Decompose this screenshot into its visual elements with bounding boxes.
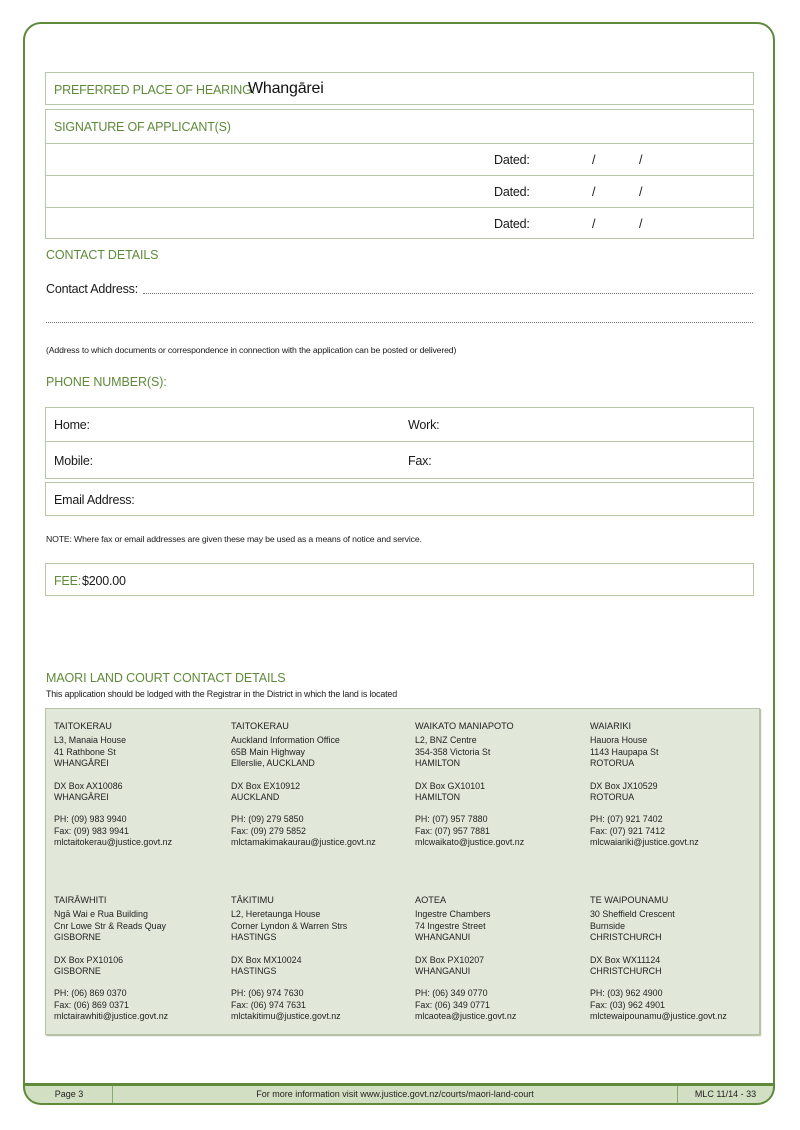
office-address: Auckland Information Office (231, 735, 340, 746)
office-address: Ngā Wai e Rua Building (54, 909, 148, 920)
form-code: MLC 11/14 - 33 (694, 1089, 757, 1099)
mobile-phone-field[interactable]: Mobile: (54, 454, 93, 468)
office-address: Corner Lyndon & Warren Strs (231, 920, 348, 931)
office-email-link[interactable]: mlcwaikato@justice.govt.nz (415, 837, 525, 848)
office-name: AOTEA (415, 895, 447, 905)
office-address: L2, Heretaunga House (231, 909, 321, 920)
signature-header-row (46, 110, 753, 143)
court-offices-panel (45, 708, 760, 1035)
office-card (231, 895, 347, 1023)
office-dx: HAMILTON (415, 792, 461, 803)
office-address: Burnside (590, 920, 626, 931)
office-address: Hauora House (590, 735, 648, 746)
office-name: TAIRĀWHITI (54, 895, 107, 905)
office-dx: DX Box JX10529 (590, 780, 658, 791)
office-name: TE WAIPOUNAMU (590, 895, 669, 905)
dated-label: Dated: (494, 185, 530, 199)
contact-address-label: Contact Address: (46, 282, 138, 296)
office-address: WHANGĀREI (54, 758, 109, 769)
hearing-value[interactable]: Whangārei (248, 80, 324, 97)
office-fax: Fax: (06) 974 7631 (231, 999, 306, 1010)
work-phone-field[interactable]: Work: (408, 418, 440, 432)
office-fax: Fax: (07) 957 7881 (415, 825, 490, 836)
home-phone-field[interactable]: Home: (54, 418, 90, 432)
footer-info-link[interactable]: For more information visit www.justice.govt.nz/courts/maori-land-court (256, 1089, 534, 1099)
office-email-link[interactable]: mlcaotea@justice.govt.nz (415, 1011, 517, 1022)
office-email-link[interactable]: mlctamakimakaurau@justice.govt.nz (231, 837, 376, 848)
office-dx: DX Box MX10024 (231, 954, 302, 965)
signature-title: SIGNATURE OF APPLICANT(S) (54, 120, 231, 134)
date-separator: / (592, 185, 596, 199)
office-dx: DX Box PX10207 (415, 954, 485, 965)
office-phone: PH: (07) 921 7402 (590, 814, 663, 825)
date-separator: / (592, 217, 596, 231)
office-fax: Fax: (06) 869 0371 (54, 999, 129, 1010)
office-address: WHANGANUI (415, 932, 471, 943)
email-box (45, 482, 754, 516)
office-address: 41 Rathbone St (54, 746, 116, 757)
phone-table (45, 407, 754, 479)
office-email-link[interactable]: mlcwaiariki@justice.govt.nz (590, 837, 699, 848)
office-dx: DX Box GX10101 (415, 780, 486, 791)
office-phone: PH: (09) 983 9940 (54, 814, 127, 825)
office-name: WAIKATO MANIAPOTO (415, 721, 514, 731)
hearing-box (45, 72, 754, 105)
office-name: WAIARIKI (590, 721, 632, 731)
phone-row (46, 408, 753, 441)
contact-title: CONTACT DETAILS (46, 248, 159, 262)
office-dx: DX Box EX10912 (231, 780, 301, 791)
dated-label: Dated: (494, 217, 530, 231)
office-dx: ROTORUA (590, 792, 635, 803)
office-phone: PH: (06) 349 0770 (415, 988, 488, 999)
office-card (54, 721, 172, 849)
office-card (54, 895, 168, 1023)
office-phone: PH: (06) 974 7630 (231, 988, 304, 999)
office-dx: DX Box AX10086 (54, 780, 123, 791)
office-address: Ingestre Chambers (415, 909, 491, 920)
hearing-label: PREFERRED PLACE OF HEARING: (54, 83, 255, 97)
court-subtitle: This application should be lodged with the Registrar in the District in which the land is located (46, 689, 398, 699)
office-address: Cnr Lowe Str & Reads Quay (54, 920, 166, 931)
date-separator: / (639, 217, 643, 231)
office-dx: HASTINGS (231, 966, 277, 977)
office-dx: GISBORNE (54, 966, 101, 977)
office-email-link[interactable]: mlctairawhiti@justice.govt.nz (54, 1011, 169, 1022)
office-address: L2, BNZ Centre (415, 735, 477, 746)
office-dx: WHANGĀREI (54, 792, 109, 803)
office-phone: PH: (09) 279 5850 (231, 814, 304, 825)
signature-row[interactable] (46, 143, 753, 175)
office-address: 65B Main Highway (231, 746, 305, 757)
office-fax: Fax: (09) 983 9941 (54, 825, 129, 836)
office-address: Ellerslie, AUCKLAND (231, 758, 315, 769)
contact-address-line-2[interactable] (46, 322, 753, 323)
signature-table (45, 109, 754, 239)
office-phone: PH: (03) 962 4900 (590, 988, 663, 999)
fee-value: $200.00 (82, 574, 126, 588)
office-fax: Fax: (06) 349 0771 (415, 999, 490, 1010)
office-address: 74 Ingestre Street (415, 920, 486, 931)
phone-note: NOTE: Where fax or email addresses are given these may be used as a means of notice and service. (46, 534, 422, 544)
office-dx: DX Box WX11124 (590, 954, 661, 965)
office-email-link[interactable]: mlctakitimu@justice.govt.nz (231, 1011, 341, 1022)
office-card (590, 895, 727, 1023)
dated-label: Dated: (494, 153, 530, 167)
office-fax: Fax: (09) 279 5852 (231, 825, 306, 836)
date-separator: / (639, 185, 643, 199)
page-number: Page 3 (54, 1089, 84, 1099)
court-title: MAORI LAND COURT CONTACT DETAILS (46, 671, 286, 685)
fax-field[interactable]: Fax: (408, 454, 432, 468)
office-email-link[interactable]: mlctewaipounamu@justice.govt.nz (590, 1011, 727, 1022)
office-address: CHRISTCHURCH (590, 932, 662, 943)
phone-title: PHONE NUMBER(S): (46, 375, 167, 389)
signature-row[interactable] (46, 175, 753, 207)
office-dx: CHRISTCHURCH (590, 966, 662, 977)
office-address: 354-358 Victoria St (415, 746, 491, 757)
office-fax: Fax: (07) 921 7412 (590, 825, 665, 836)
office-address: ROTORUA (590, 758, 635, 769)
office-dx: AUCKLAND (231, 792, 280, 803)
office-email-link[interactable]: mlctaitokerau@justice.govt.nz (54, 837, 173, 848)
office-dx: DX Box PX10106 (54, 954, 124, 965)
fee-box (45, 563, 754, 596)
fee-label: FEE: (54, 574, 81, 588)
contact-address-line-1[interactable] (143, 293, 753, 294)
office-address: 30 Sheffield Crescent (590, 909, 675, 920)
office-card (590, 721, 699, 849)
office-address: HAMILTON (415, 758, 461, 769)
office-card (231, 721, 376, 849)
date-separator: / (639, 153, 643, 167)
office-dx: WHANGANUI (415, 966, 471, 977)
office-phone: PH: (06) 869 0370 (54, 988, 127, 999)
office-name: TAITOKERAU (54, 721, 112, 731)
email-field[interactable]: Email Address: (54, 493, 135, 507)
contact-address-note: (Address to which documents or correspondence in connection with the application can be posted or delivered) (46, 345, 457, 355)
page-footer (23, 1083, 775, 1105)
date-separator: / (592, 153, 596, 167)
office-address: GISBORNE (54, 932, 101, 943)
office-card (415, 895, 516, 1023)
office-fax: Fax: (03) 962 4901 (590, 999, 665, 1010)
office-address: 1143 Haupapa St (590, 746, 659, 757)
office-name: TAITOKERAU (231, 721, 289, 731)
office-phone: PH: (07) 957 7880 (415, 814, 488, 825)
office-name: TĀKITIMU (231, 895, 274, 905)
office-address: L3, Manaia House (54, 735, 127, 746)
phone-row (46, 441, 753, 478)
signature-row[interactable] (46, 207, 753, 239)
office-address: HASTINGS (231, 932, 277, 943)
office-card (415, 721, 524, 849)
